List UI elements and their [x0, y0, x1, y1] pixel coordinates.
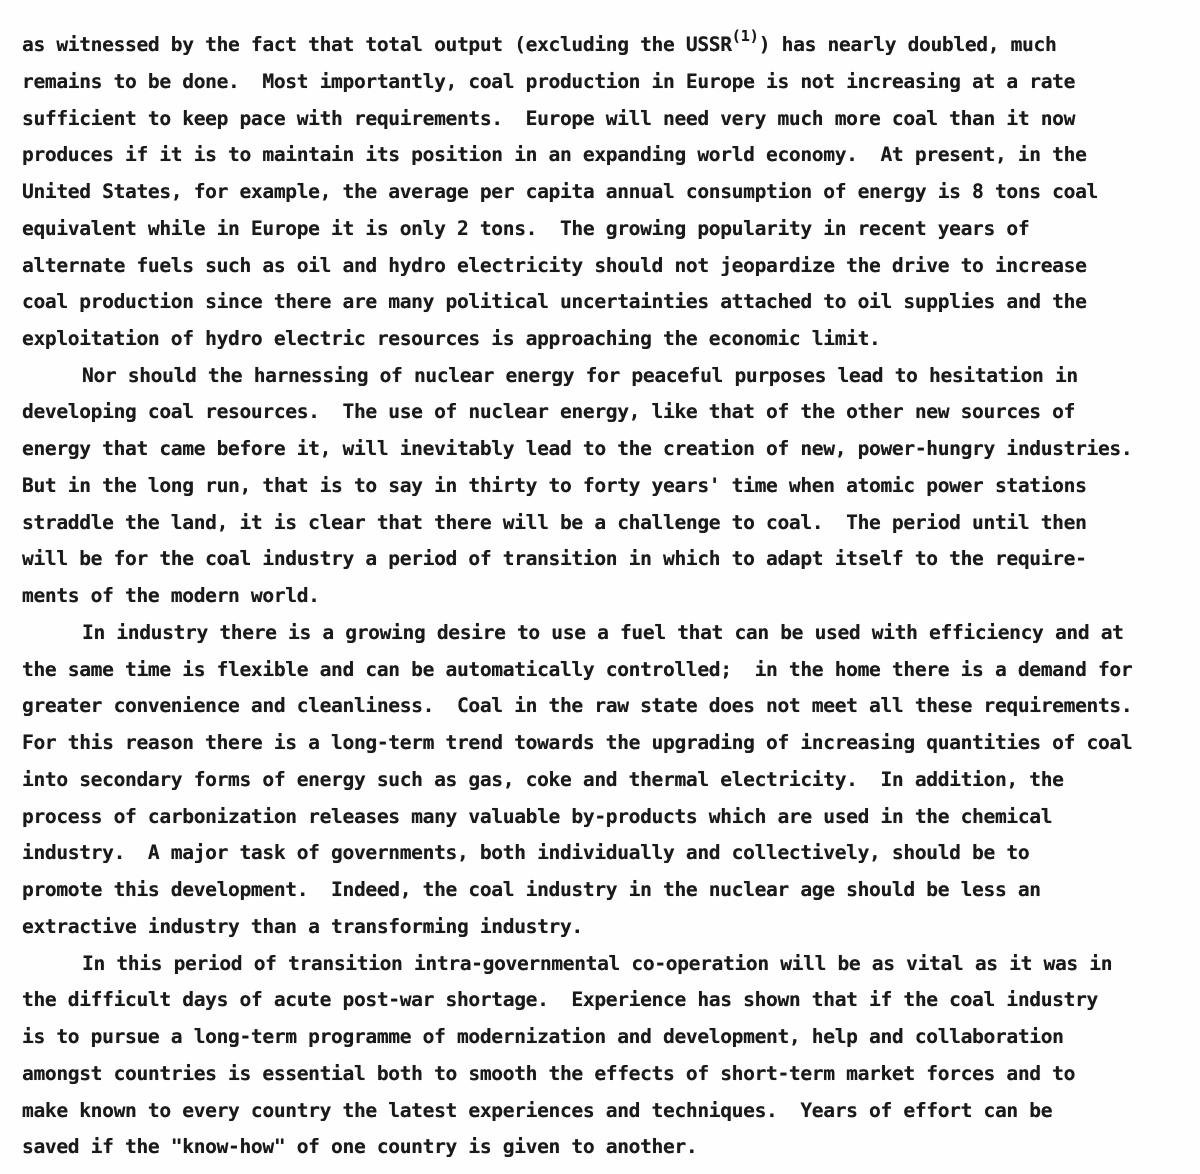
text-line: developing coal resources. The use of nuclear energy, like that of the other new sources of: [22, 400, 1076, 423]
text-line: industry. A major task of governments, both individually and collectively, should be to: [22, 841, 1030, 864]
text-line: process of carbonization releases many valuable by-products which are used in the chemical: [22, 805, 1053, 828]
text-line: alternate fuels such as oil and hydro electricity should not jeopardize the drive to increase: [22, 254, 1087, 277]
text-line: But in the long run, that is to say in thirty to forty years' time when atomic power stations: [22, 474, 1087, 497]
text-line: the same time is flexible and can be automatically controlled; in the home there is a demand for: [22, 658, 1133, 681]
text-line: coal production since there are many political uncertainties attached to oil supplies and the: [22, 290, 1087, 313]
text-line: into secondary forms of energy such as gas, coke and thermal electricity. In addition, the: [22, 768, 1064, 791]
text-line: the difficult days of acute post-war shortage. Experience has shown that if the coal industry: [22, 988, 1098, 1011]
text-segment: as witnessed by the fact that total output (excluding the USSR: [22, 33, 732, 56]
paragraph-first-line: In this period of transition intra-governmental co-operation will be as vital as it was in: [82, 952, 1113, 975]
text-line: amongst countries is essential both to smooth the effects of short-term market forces and to: [22, 1062, 1076, 1085]
text-line: saved if the "know-how" of one country is given to another.: [22, 1135, 698, 1158]
text-line: remains to be done. Most importantly, coal production in Europe is not increasing at a rate: [22, 70, 1076, 93]
paragraph-first-line: In industry there is a growing desire to use a fuel that can be used with efficiency and at: [82, 621, 1124, 644]
text-line: make known to every country the latest experiences and techniques. Years of effort can be: [22, 1099, 1053, 1122]
paragraph-first-line: Nor should the harnessing of nuclear energy for peaceful purposes lead to hesitation in: [82, 364, 1078, 387]
footnote-marker: (1): [731, 27, 759, 45]
text-line: extractive industry than a transforming industry.: [22, 915, 583, 938]
text-line: equivalent while in Europe it is only 2 tons. The growing popularity in recent years of: [22, 217, 1030, 240]
text-line: energy that came before it, will inevitably lead to the creation of new, power-hungry industries.: [22, 437, 1133, 460]
text-line: For this reason there is a long-term trend towards the upgrading of increasing quantities of coal: [22, 731, 1133, 754]
text-line: [22, 27, 1057, 58]
text-line: greater convenience and cleanliness. Coal in the raw state does not meet all these requirements.: [22, 694, 1133, 717]
text-line: United States, for example, the average per capita annual consumption of energy is 8 tons coal: [22, 180, 1098, 203]
text-line: sufficient to keep pace with requirements. Europe will need very much more coal than it now: [22, 107, 1076, 130]
text-segment: ) has nearly doubled, much: [758, 33, 1057, 56]
text-line: is to pursue a long-term programme of modernization and development, help and collaboration: [22, 1025, 1064, 1048]
text-line: straddle the land, it is clear that there will be a challenge to coal. The period until then: [22, 511, 1087, 534]
text-line: promote this development. Indeed, the coal industry in the nuclear age should be less an: [22, 878, 1041, 901]
text-line: exploitation of hydro electric resources is approaching the economic limit.: [22, 327, 881, 350]
text-line: produces if it is to maintain its position in an expanding world economy. At present, in the: [22, 143, 1087, 166]
text-line: ments of the modern world.: [22, 584, 320, 607]
text-line: will be for the coal industry a period of transition in which to adapt itself to the require-: [22, 547, 1087, 570]
